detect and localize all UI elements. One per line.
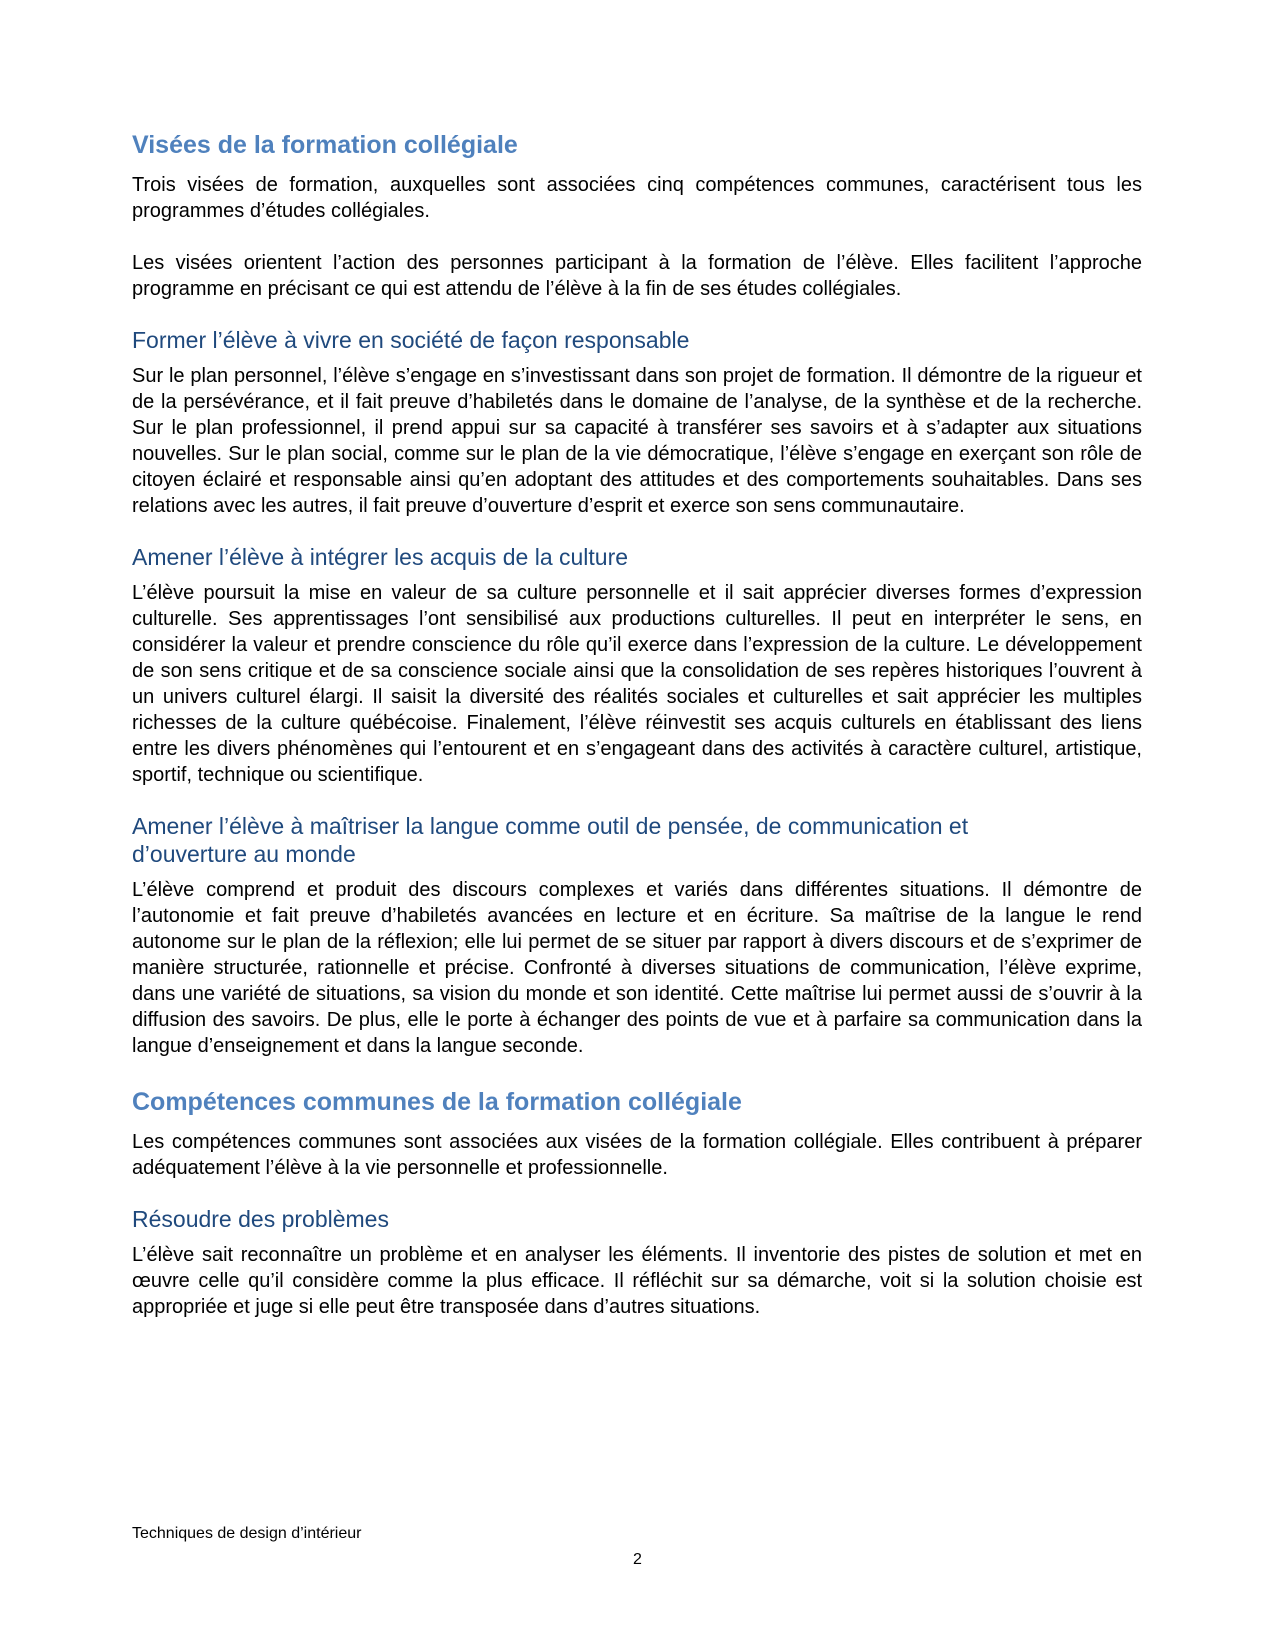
heading-culture: Amener l’élève à intégrer les acquis de la culture (132, 544, 629, 570)
paragraph-culture: L’élève poursuit la mise en valeur de sa culture personnelle et il sait apprécier diverses formes d’expression culturelle. Ses apprentissages l’ont sensibilisé aux productions culturelles. Il peut en interpréter le sens, en considérer la valeur et prendre conscience du rôle qu’il exerce dans l’expression de la culture. Le développement de son sens critique et de sa conscience sociale ainsi que la consolidation de ses repères historiques l’ouvrent à un univers culturel élargi. Il saisit la diversité des réalités sociales et culturelles et sait apprécier les multiples richesses de la culture québécoise. Finalement, l’élève réinvestit ses acquis culturels en établissant des liens entre les divers phénomènes qui l’entourent et en s’engageant dans des activités à caractère culturel, artistique, sportif, technique ou scientifique. (132, 582, 1142, 786)
heading-langue: Amener l’élève à maîtriser la langue comme outil de pensée, de communication et d’ouverture au monde (132, 813, 969, 867)
heading-societe: Former l’élève à vivre en société de façon responsable (132, 327, 690, 353)
footer-program-name: Techniques de design d’intérieur (132, 1525, 362, 1542)
heading-visees: Visées de la formation collégiale (132, 131, 518, 159)
paragraph-societe: Sur le plan personnel, l’élève s’engage en s’investissant dans son projet de formation. Il démontre de la rigueur et de la persévérance, et il fait preuve d’habiletés dans le domaine de l’analyse, de la synthèse et de la recherche. Sur le plan professionnel, il prend appui sur sa capacité à transférer ses savoirs et à s’adapter aux situations nouvelles. Sur le plan social, comme sur le plan de la vie démocratique, l’élève s’engage en exerçant son rôle de citoyen éclairé et responsable ainsi qu’en adoptant des attitudes et des comportements souhaitables. Dans ses relations avec les autres, il fait preuve d’ouverture d’esprit et exerce son sens communautaire. (132, 365, 1142, 517)
paragraph-visees-orientation: Les visées orientent l’action des personnes participant à la formation de l’élève. Elles facilitent l’approche programme en précisant ce qui est attendu de l’élève à la fin de ses études collégiales. (132, 252, 1142, 300)
paragraph-visees-intro: Trois visées de formation, auxquelles sont associées cinq compétences communes, caractérisent tous les programmes d’études collégiales. (132, 174, 1142, 222)
heading-competences: Compétences communes de la formation collégiale (132, 1088, 742, 1116)
paragraph-competences: Les compétences communes sont associées aux visées de la formation collégiale. Elles contribuent à préparer adéquatement l’élève à la vie personnelle et professionnelle. (132, 1131, 1142, 1179)
page-number: 2 (633, 1551, 642, 1568)
document-page (132, 128, 1142, 1320)
heading-problemes: Résoudre des problèmes (132, 1206, 389, 1232)
paragraph-problemes: L’élève sait reconnaître un problème et en analyser les éléments. Il inventorie des pistes de solution et met en œuvre celle qu’il considère comme la plus efficace. Il réfléchit sur sa démarche, voit si la solution choisie est appropriée et juge si elle peut être transposée dans d’autres situations. (132, 1244, 1142, 1318)
paragraph-langue: L’élève comprend et produit des discours complexes et variés dans différentes situations. Il démontre de l’autonomie et fait preuve d’habiletés avancées en lecture et en écriture. Sa maîtrise de la langue le rend autonome sur le plan de la réflexion; elle lui permet de se situer par rapport à divers discours et de s’exprimer de manière structurée, rationnelle et précise. Confronté à diverses situations de communication, l’élève exprime, dans une variété de situations, sa vision du monde et son identité. Cette maîtrise lui permet aussi de s’ouvrir à la diffusion des savoirs. De plus, elle le porte à échanger des points de vue et à parfaire sa communication dans la langue d’enseignement et dans la langue seconde. (132, 879, 1142, 1057)
